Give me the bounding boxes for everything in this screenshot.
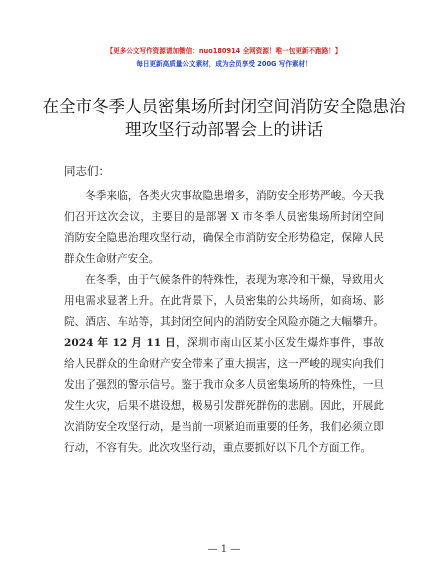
salutation: 同志们： — [64, 164, 110, 178]
promo-banner-line-2: 每日更新高质量公文素材，成为会员享受 200G 写作素材！ — [136, 60, 312, 68]
page-number: — 1 — — [207, 544, 241, 555]
document-title: 在全市冬季人员密集场所封闭空间消防安全隐患治理攻坚行动部署会上的讲话 — [42, 97, 406, 139]
paragraph-2-text: 在冬季，由于气候条件的特殊性，表现为寒冷和干燥，导致用火用电需求显著上升。在此背景下，人员密集的公共场所，如商场、影院、酒店、车站等，其封闭空间内的消防安全风险亦随之大幅攀升。 — [64, 274, 384, 328]
paragraph-1: 冬季来临，各类火灾事故隐患增多，消防安全形势严峻。今天我们召开这次会议，主要目的是部署 X 市冬季人员密集场所封闭空间消防安全隐患治理攻坚行动，确保全市消防安全形势稳定，保障人民群众生命财产安全。 — [64, 190, 384, 265]
paragraph-2 — [64, 270, 384, 459]
paragraph-2-continued: ，深圳市南山区某小区发生爆炸事件，事故给人民群众的生命财产安全带来了重大损害，这一严峻的现实向我们发出了强烈的警示信号。鉴于我市众多人员密集场所的特殊性，一旦发生火灾，后果不堪设想，极易引发群死群伤的悲剧。因此，开展此次消防安全攻坚行动，是当前一项紧迫而重要的任务，我们必须立即行动，不容有失。此次攻坚行动，重点要抓好以下几个方面工作。 — [64, 337, 384, 454]
promo-banner-line-1: 【更多公文写作资源请加微信：nuo180914 全网资源！唯一包更新不跑路！】 — [106, 47, 342, 55]
incident-date: 2024 年 12 月 11 日 — [64, 337, 177, 349]
document-body — [64, 186, 384, 459]
